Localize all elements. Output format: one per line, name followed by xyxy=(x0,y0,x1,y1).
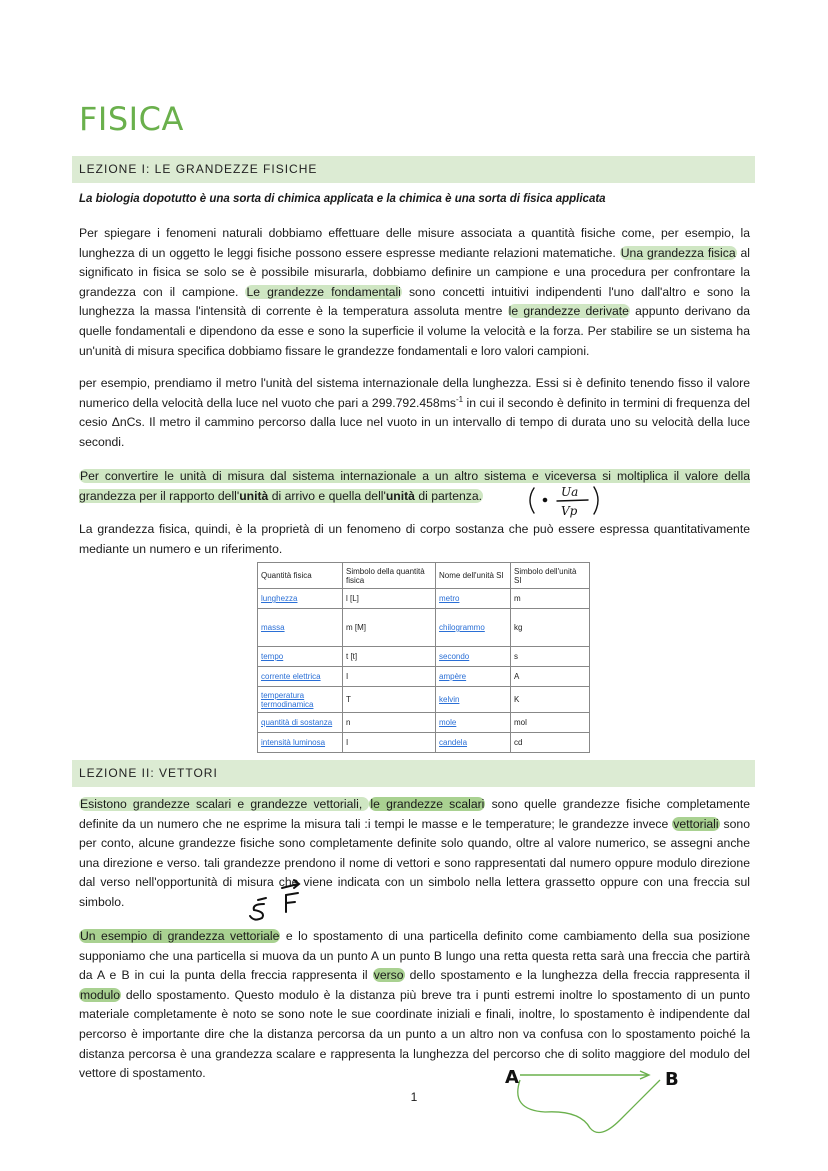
unit-link[interactable]: ampère xyxy=(436,667,511,687)
point-a-label: A xyxy=(505,1067,519,1088)
table-cell: K xyxy=(511,687,590,713)
unit-link[interactable]: chilogrammo xyxy=(436,609,511,647)
table-cell: m [M] xyxy=(343,609,436,647)
note-denominator: Vp xyxy=(561,504,578,518)
lesson-2-paragraph-1: Esistono grandezze scalari e grandezze vettoriali, le grandezze scalari sono quelle grandezze fisiche completamente definite da un numero che ne esprime la misura tali :i tempi le masse e le temperature; le grandezze invece vettoriali sono per conto, alcune grandezze fisiche sono completamente definite solo quando, oltre al valore numerico, se assegni anche una direzione e verso. tali grandezze prendono il nome di vettori e sono rappresentati dal numero oppure modulo direzione dal verso nell'opportunità di misura che viene indicata con un simbolo nella lettera grassetto oppure con una freccia sul simbolo. xyxy=(79,797,751,909)
si-units-table xyxy=(257,562,590,753)
lesson-1-subtitle: La biologia dopotutto è una sorta di chimica applicata e la chimica è una sorta di fisica applicata xyxy=(79,193,606,205)
table-row xyxy=(258,589,590,609)
unit-link[interactable]: candela xyxy=(436,733,511,753)
quantity-link[interactable]: tempo xyxy=(258,647,343,667)
table-cell: t [t] xyxy=(343,647,436,667)
table-header-cell: Nome dell'unità SI xyxy=(436,563,511,589)
quantity-link[interactable]: temperatura termodinamica xyxy=(258,687,343,713)
table-header-cell: Simbolo dell'unità SI xyxy=(511,563,590,589)
document-title: FISICA xyxy=(79,100,184,138)
unit-link[interactable]: mole xyxy=(436,713,511,733)
table-cell: m xyxy=(511,589,590,609)
lesson-2-paragraph-2: Un esempio di grandezza vettoriale e lo spostamento di una particella definito come cambiamento della sua posizione supponiamo che una particella si muova da un punto A un punto B lungo una retta questa retta sarà una freccia che partirà da A e B in cui la punta della freccia rappresenta il verso dello spostamento e la lunghezza della freccia rappresenta il modulo dello spostamento. Questo modulo è la distanza più breve tra i punti estremi inoltre lo spostamento di un punto materiale completamente è noto se sono note le sue coordinate iniziali e finali, inoltre, lo spostamento è indipendente dal percorso è importante dire che la distanza percorsa da un punto a un altro non va confusa con lo spostamento poiché la distanza percorsa è una grandezza scalare e rappresenta la lunghezza del percorso che di solito maggiore del modulo del vettore di spostamento. xyxy=(79,929,750,1081)
quantity-link[interactable]: massa xyxy=(258,609,343,647)
lesson-1-paragraph-2: per esempio, prendiamo il metro l'unità del sistema internazionale della lunghezza. Essi si è definito tenendo fisso il valore numerico della velocità della luce nel vuoto che pari a $299.792.458ms^{-1}$ in cui il secondo è definito in termini di frequenza del cesio ΔnCs. Il metro il cammino percorso dalla luce nel vuoto in un intervallo di tempo di durata uno su velocità della luce secondi. xyxy=(79,376,750,449)
table-cell: cd xyxy=(511,733,590,753)
table-cell: I xyxy=(343,667,436,687)
table-cell: mol xyxy=(511,713,590,733)
table-cell: T xyxy=(343,687,436,713)
table-header-cell: Quantità fisica xyxy=(258,563,343,589)
note-numerator: Ua xyxy=(561,485,579,499)
table-cell: s xyxy=(511,647,590,667)
quantity-link[interactable]: intensità luminosa xyxy=(258,733,343,753)
table-cell: l [L] xyxy=(343,589,436,609)
table-header-cell: Simbolo della quantità fisica xyxy=(343,563,436,589)
lesson-1-paragraph-3: Per convertire le unità di misura dal sistema internazionale a un altro sistema e viceversa si moltiplica il valore della grandezza per il rapporto dell'unità di arrivo e quella dell'unità di partenza. xyxy=(79,469,750,503)
table-row xyxy=(258,733,590,753)
table-cell: n xyxy=(343,713,436,733)
lesson-2-header: LEZIONE II: VETTORI xyxy=(72,760,755,787)
lesson-1-paragraph-1: Per spiegare i fenomeni naturali dobbiamo effettuare delle misure associata a quantità fisiche come, per esempio, la lunghezza di un oggetto le leggi fisiche possono essere espresse mediante relazioni matematiche. Una grandezza fisica al significato in fisica se solo se è possibile misurarla, dobbiamo definire un campione e una procedura per confrontare la grandezza con il campione. Le grandezze fondamentali sono concetti intuitivi indipendenti l'uno dall'altro e sono la lunghezza la massa l'intensità di corrente è la temperatura assoluta mentre le grandezze derivate appunto derivano da quelle fondamentali e dipendono da esse e sono la superficie il volume la velocità e la forza. Per stabilire se un sistema ha un'unità di misura specifica dobbiamo fissare le grandezze fondamentali e loro valori campioni. xyxy=(79,226,751,358)
table-row xyxy=(258,713,590,733)
table-cell: A xyxy=(511,667,590,687)
table-row xyxy=(258,667,590,687)
lesson-1-paragraph-4: La grandezza fisica, quindi, è la proprietà di un fenomeno di corpo sostanza che può essere espressa quantitativamente mediante un numero e un riferimento. xyxy=(79,522,750,556)
lesson-1-header: LEZIONE I: LE GRANDEZZE FISICHE xyxy=(72,156,755,183)
page-number: 1 xyxy=(410,1090,418,1104)
table-row xyxy=(258,647,590,667)
unit-link[interactable]: metro xyxy=(436,589,511,609)
quantity-link[interactable]: lunghezza xyxy=(258,589,343,609)
table-row xyxy=(258,609,590,647)
table-row xyxy=(258,687,590,713)
table-header-row xyxy=(258,563,590,589)
point-b-label: B xyxy=(665,1069,679,1090)
unit-link[interactable]: secondo xyxy=(436,647,511,667)
quantity-link[interactable]: corrente elettrica xyxy=(258,667,343,687)
table-cell: I xyxy=(343,733,436,753)
table-cell: kg xyxy=(511,609,590,647)
unit-link[interactable]: kelvin xyxy=(436,687,511,713)
quantity-link[interactable]: quantità di sostanza xyxy=(258,713,343,733)
